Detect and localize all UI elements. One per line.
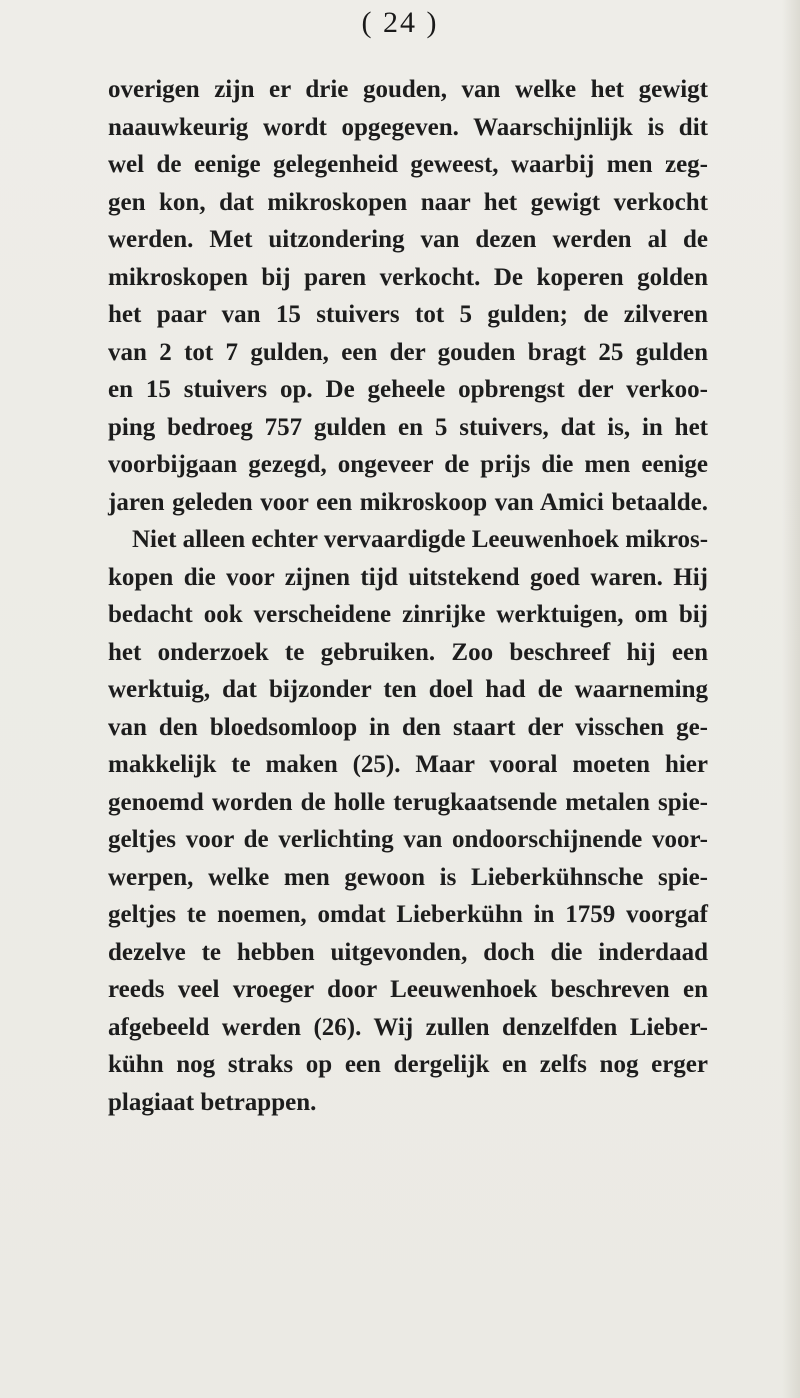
- text-line: van den bloedsomloop in den staart der visschen ge-: [108, 713, 708, 741]
- text-line: gen kon, dat mikroskopen naar het gewigt verkocht: [108, 188, 708, 216]
- text-line: wel de eenige gelegenheid geweest, waarbij men zeg-: [108, 151, 708, 178]
- text-line: jaren geleden voor een mikroskoop van Amici betaalde.: [108, 488, 708, 516]
- text-line: voorbijgaan gezegd, ongeveer de prijs die men eenige: [108, 451, 708, 478]
- text-line: genoemd worden de holle terugkaatsende metalen spie-: [108, 788, 708, 816]
- text-line: plagiaat betrappen.: [108, 1088, 317, 1116]
- text-line: afgebeeld werden (26). Wij zullen denzelfden Lieber-: [108, 1013, 708, 1041]
- text-line: werpen, welke men gewoon is Lieberkühnsche spie-: [108, 863, 708, 891]
- text-line: het onderzoek te gebruiken. Zoo beschreef hij een: [108, 638, 708, 666]
- text-line: overigen zijn er drie gouden, van welke het gewigt: [108, 76, 708, 103]
- text-line: Niet alleen echter vervaardigde Leeuwenhoek mikros-: [132, 526, 709, 553]
- text-line: kopen die voor zijnen tijd uitstekend goed waren. Hij: [108, 563, 708, 591]
- text-line: naauwkeurig wordt opgegeven. Waarschijnlijk is dit: [108, 113, 708, 141]
- text-line: geltjes voor de verlichting van ondoorschijnende voor-: [108, 826, 708, 853]
- text-line: van 2 tot 7 gulden, een der gouden bragt 25 gulden: [108, 338, 708, 366]
- text-line: en 15 stuivers op. De geheele opbrengst der verkoo-: [108, 376, 708, 403]
- text-line: reeds veel vroeger door Leeuwenhoek beschreven en: [108, 976, 708, 1003]
- text-line: het paar van 15 stuivers tot 5 gulden; de zilveren: [108, 301, 708, 328]
- text-line: geltjes te noemen, omdat Lieberkühn in 1759 voorgaf: [108, 901, 708, 928]
- page-number: ( 24 ): [361, 6, 439, 39]
- text-line: bedacht ook verscheidene zinrijke werktuigen, om bij: [108, 601, 708, 628]
- text-line: kühn nog straks op een dergelijk en zelfs nog erger: [108, 1051, 708, 1078]
- text-line: werktuig, dat bijzonder ten doel had de waarneming: [108, 676, 708, 703]
- body-text: [108, 71, 708, 1121]
- text-line: ping bedroeg 757 gulden en 5 stuivers, dat is, in het: [108, 413, 708, 441]
- text-line: mikroskopen bij paren verkocht. De koperen golden: [108, 263, 708, 291]
- text-line: makkelijk te maken (25). Maar vooral moeten hier: [108, 751, 708, 778]
- text-line: dezelve te hebben uitgevonden, doch die inderdaad: [108, 938, 708, 966]
- text-line: werden. Met uitzondering van dezen werden al de: [108, 226, 708, 253]
